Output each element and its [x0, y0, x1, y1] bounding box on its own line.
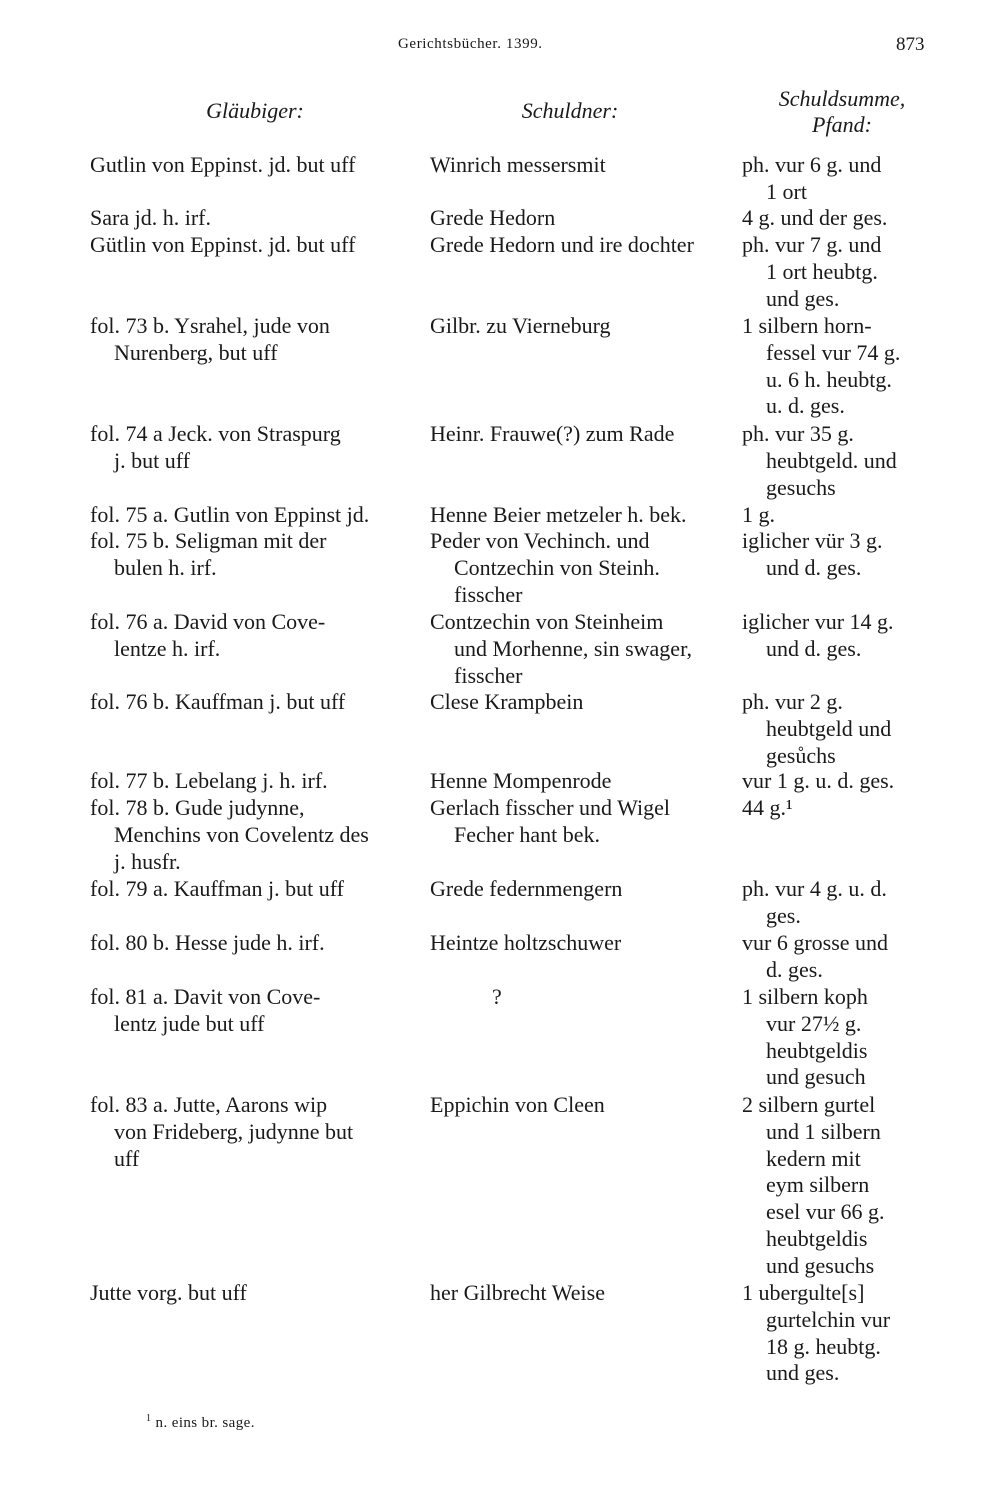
debtor-cell	[430, 689, 740, 716]
cell-line: bulen h. irf.	[114, 554, 217, 580]
column-header-amount-line1: Schuldsumme,	[778, 86, 906, 111]
cell-line: heubtgeldis	[766, 1225, 868, 1251]
cell-line: 18 g. heubtg.	[766, 1333, 881, 1359]
amount-cell	[742, 152, 940, 206]
cell-line: Grede federnmengern	[430, 876, 623, 901]
cell-line: lentz jude but uff	[114, 1010, 265, 1036]
cell-line: 1 silbern horn-	[742, 313, 872, 338]
amount-cell	[742, 421, 940, 501]
cell-line: 1 ort	[766, 178, 807, 204]
amount-cell	[742, 930, 940, 984]
creditor-cell	[90, 930, 410, 957]
column-header-creditor: Gläubiger:	[206, 98, 304, 123]
cell-line: ph. vur 6 g. und	[742, 152, 882, 177]
cell-line: 2 silbern gurtel	[742, 1092, 876, 1117]
cell-line: Gutlin von Eppinst. jd. but uff	[90, 152, 356, 177]
cell-line: Henne Mompenrode	[430, 768, 612, 793]
cell-line: fol. 75 a. Gutlin von Eppinst jd.	[90, 502, 370, 527]
cell-line: und ges.	[766, 285, 840, 311]
cell-line: u. 6 h. heubtg.	[766, 366, 892, 392]
cell-line: vur 1 g. u. d. ges.	[742, 768, 895, 793]
cell-line: Winrich messersmit	[430, 152, 606, 177]
cell-line: fol. 79 a. Kauffman j. but uff	[90, 876, 344, 901]
creditor-cell	[90, 984, 410, 1038]
cell-line: von Frideberg, judynne but	[114, 1118, 354, 1144]
cell-line: Contzechin von Steinh.	[454, 554, 660, 580]
debtor-cell	[430, 876, 740, 903]
cell-line: heubtgeldis	[766, 1037, 868, 1063]
cell-line: 1 g.	[742, 502, 775, 527]
cell-line: iglicher vür 3 g.	[742, 528, 883, 553]
cell-line: fisscher	[454, 662, 523, 688]
amount-cell	[742, 528, 940, 582]
cell-line: 1 ubergulte[s]	[742, 1280, 865, 1305]
cell-line: Jutte vorg. but uff	[90, 1280, 247, 1305]
debtor-cell	[430, 930, 740, 957]
cell-line: uff	[114, 1145, 140, 1171]
cell-line: lentze h. irf.	[114, 635, 221, 661]
debtor-cell	[430, 1280, 740, 1307]
amount-cell	[742, 205, 940, 232]
cell-line: und d. ges.	[766, 554, 862, 580]
creditor-cell	[90, 876, 410, 903]
cell-line: Contzechin von Steinheim	[430, 609, 664, 634]
cell-line: fol. 80 b. Hesse jude h. irf.	[90, 930, 325, 955]
debtor-cell	[430, 232, 740, 259]
debtor-cell	[430, 795, 740, 849]
running-title: Gerichtsbücher. 1399.	[398, 36, 543, 52]
cell-line: Grede Hedorn	[430, 205, 556, 230]
debtor-cell	[430, 609, 740, 689]
amount-cell	[742, 502, 940, 529]
amount-cell	[742, 795, 940, 822]
cell-line: und gesuchs	[766, 1252, 875, 1278]
cell-line: ges.	[766, 902, 801, 928]
cell-line: heubtgeld. und	[766, 447, 897, 473]
amount-cell	[742, 609, 940, 663]
debtor-cell	[430, 528, 740, 608]
cell-line: fol. 73 b. Ysrahel, jude von	[90, 313, 330, 338]
cell-line: esel vur 66 g.	[766, 1199, 885, 1225]
cell-line: 1 silbern koph	[742, 984, 868, 1009]
cell-line: und ges.	[766, 1360, 840, 1386]
cell-line: Gerlach fisscher und Wigel	[430, 795, 671, 820]
cell-line: ph. vur 35 g.	[742, 421, 854, 446]
cell-line: ph. vur 2 g.	[742, 689, 843, 714]
cell-line: Sara jd. h. irf.	[90, 205, 211, 230]
cell-line: gesůchs	[766, 742, 836, 768]
creditor-cell	[90, 232, 410, 259]
cell-line: fol. 83 a. Jutte, Aarons wip	[90, 1092, 328, 1117]
cell-line: Heinr. Frauwe(?) zum Rade	[430, 421, 675, 446]
cell-line: u. d. ges.	[766, 393, 845, 419]
creditor-cell	[90, 205, 410, 232]
cell-line: vur 27½ g.	[766, 1010, 862, 1036]
cell-line: ph. vur 7 g. und	[742, 232, 882, 257]
amount-cell	[742, 984, 940, 1091]
cell-line: und gesuch	[766, 1064, 866, 1090]
cell-line: fol. 75 b. Seligman mit der	[90, 528, 327, 553]
debtor-cell	[430, 205, 740, 232]
cell-line: fol. 76 b. Kauffman j. but uff	[90, 689, 346, 714]
cell-line: j. but uff	[114, 447, 190, 473]
cell-line: ph. vur 4 g. u. d.	[742, 876, 887, 901]
cell-line: fol. 76 a. David von Cove-	[90, 609, 326, 634]
cell-line: eym silbern	[766, 1172, 870, 1198]
cell-line: Gütlin von Eppinst. jd. but uff	[90, 232, 356, 257]
cell-line: heubtgeld und	[766, 715, 892, 741]
cell-line: fol. 74 a Jeck. von Straspurg	[90, 421, 341, 446]
creditor-cell	[90, 152, 410, 179]
creditor-cell	[90, 768, 410, 795]
cell-line: Menchins von Covelentz des	[114, 821, 369, 847]
cell-line: vur 6 grosse und	[742, 930, 889, 955]
cell-line: gurtelchin vur	[766, 1306, 891, 1332]
amount-cell	[742, 1280, 940, 1387]
cell-line: 4 g. und der ges.	[742, 205, 888, 230]
creditor-cell	[90, 795, 410, 875]
creditor-cell	[90, 502, 410, 529]
page-number: 873	[896, 34, 925, 55]
cell-line: und d. ges.	[766, 635, 862, 661]
debtor-cell	[430, 152, 740, 179]
cell-line: fol. 78 b. Gude judynne,	[90, 795, 305, 820]
cell-line: Henne Beier metzeler h. bek.	[430, 502, 687, 527]
cell-line: fisscher	[454, 581, 523, 607]
cell-line: fol. 77 b. Lebelang j. h. irf.	[90, 768, 328, 793]
cell-line: gesuchs	[766, 474, 836, 500]
cell-line: 44 g.¹	[742, 795, 793, 820]
cell-line: Heintze holtzschuwer	[430, 930, 622, 955]
creditor-cell	[90, 689, 410, 716]
debtor-cell	[430, 313, 740, 340]
amount-cell	[742, 232, 940, 312]
column-header-debtor: Schuldner:	[521, 98, 619, 123]
cell-line: Clese Krampbein	[430, 689, 584, 714]
amount-cell	[742, 313, 940, 420]
cell-line: 1 ort heubtg.	[766, 258, 878, 284]
debtor-cell	[430, 421, 740, 448]
amount-cell	[742, 1092, 940, 1280]
footnote-text: n. eins br. sage.	[151, 1415, 255, 1431]
cell-line: Nurenberg, but uff	[114, 339, 278, 365]
creditor-cell	[90, 528, 410, 582]
cell-line: j. husfr.	[114, 848, 181, 874]
footnote-marker: 1	[146, 1413, 152, 1424]
creditor-cell	[90, 313, 410, 367]
cell-line: fessel vur 74 g.	[766, 339, 901, 365]
cell-line: ?	[492, 984, 502, 1009]
cell-line: Eppichin von Cleen	[430, 1092, 605, 1117]
debtor-cell	[430, 1092, 740, 1119]
cell-line: Gilbr. zu Vierneburg	[430, 313, 611, 338]
cell-line: iglicher vur 14 g.	[742, 609, 894, 634]
amount-cell	[742, 689, 940, 769]
footnote	[146, 1413, 255, 1432]
cell-line: und 1 silbern	[766, 1118, 881, 1144]
cell-line: d. ges.	[766, 956, 823, 982]
cell-line: her Gilbrecht Weise	[430, 1280, 605, 1305]
cell-line: Peder von Vechinch. und	[430, 528, 650, 553]
amount-cell	[742, 876, 940, 930]
creditor-cell	[90, 1092, 410, 1172]
cell-line: Grede Hedorn und ire dochter	[430, 232, 694, 257]
creditor-cell	[90, 1280, 410, 1307]
amount-cell	[742, 768, 940, 795]
cell-line: und Morhenne, sin swager,	[454, 635, 693, 661]
debtor-cell	[430, 768, 740, 795]
creditor-cell	[90, 421, 410, 475]
cell-line: Fecher hant bek.	[454, 821, 600, 847]
cell-line: kedern mit	[766, 1145, 861, 1171]
creditor-cell	[90, 609, 410, 663]
column-header-amount-line2: Pfand:	[812, 112, 872, 137]
debtor-cell	[430, 502, 740, 529]
cell-line: fol. 81 a. Davit von Cove-	[90, 984, 321, 1009]
